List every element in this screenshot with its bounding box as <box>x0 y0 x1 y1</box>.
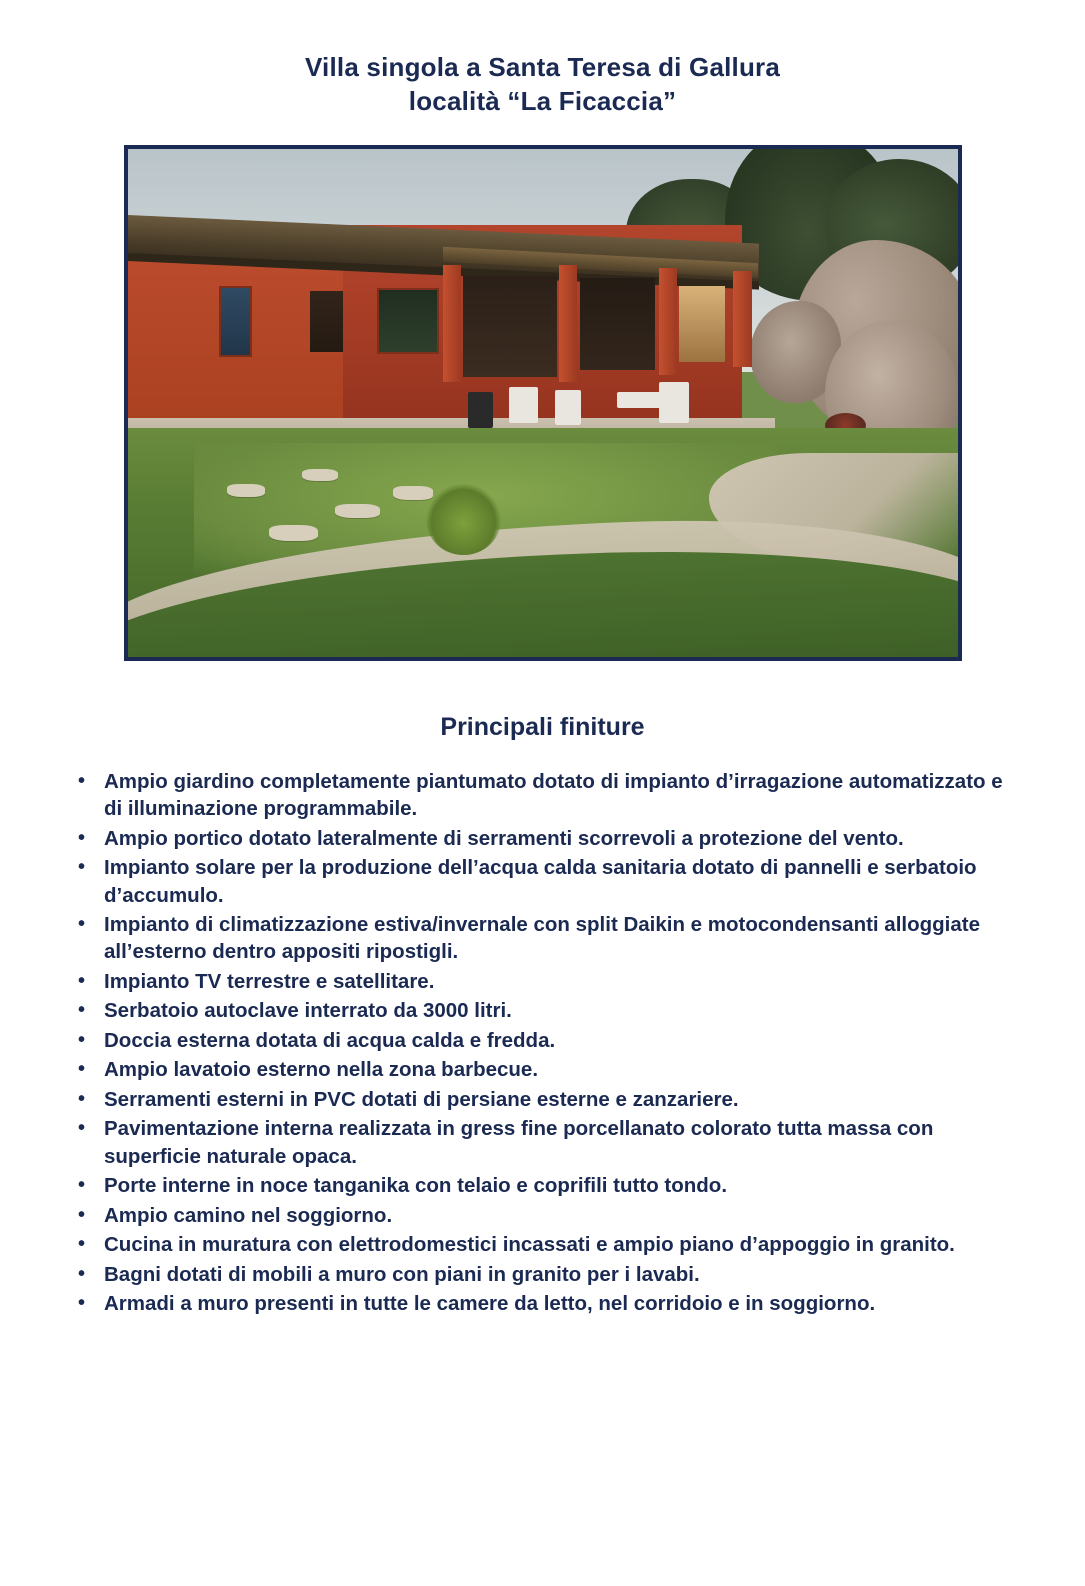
villa-photo-image <box>128 149 958 657</box>
stepping-stone <box>335 504 380 518</box>
list-item <box>62 768 1023 823</box>
bullet-icon: • <box>78 1058 86 1081</box>
bullet-icon: • <box>78 1262 86 1285</box>
palm-plant <box>426 484 501 555</box>
bullet-icon: • <box>78 1174 86 1197</box>
portico-column <box>559 265 577 382</box>
entrance-door <box>679 286 725 362</box>
document-page <box>0 50 1085 1586</box>
list-item-text: Ampio giardino completamente piantumato dotato di impianto d’irragazione automatizzato e di illuminazione programmabile. <box>104 769 1003 821</box>
list-item <box>62 1261 1023 1288</box>
list-item <box>62 1202 1023 1229</box>
list-item <box>62 1056 1023 1083</box>
bullet-icon: • <box>78 999 86 1022</box>
window <box>310 291 343 352</box>
list-item-text: Pavimentazione interna realizzata in gress fine porcellanato colorato tutta massa con superficie naturale opaca. <box>104 1117 934 1168</box>
list-item <box>62 1172 1023 1199</box>
portico-shade <box>463 276 558 378</box>
portico-shade <box>580 278 655 369</box>
list-item-text: Doccia esterna dotata di acqua calda e fredda. <box>104 1028 556 1052</box>
list-item <box>62 1290 1023 1317</box>
title-line-2: località “La Ficaccia” <box>408 86 677 117</box>
list-item-text: Ampio portico dotato lateralmente di serramenti scorrevoli a protezione del vento. <box>104 826 904 850</box>
list-item-text: Impianto TV terrestre e satellitare. <box>104 969 435 993</box>
bullet-icon: • <box>78 1203 86 1226</box>
list-item-text: Impianto solare per la produzione dell’acqua calda sanitaria dotato di pannelli e serbatoio d’accumulo. <box>104 856 977 907</box>
bullet-icon: • <box>78 969 86 992</box>
list-item-text: Cucina in muratura con elettrodomestici incassati e ampio piano d’appoggio in granito. <box>104 1233 955 1257</box>
title-line-1: Villa singola a Santa Teresa di Gallura <box>304 52 781 82</box>
list-item-text: Impianto di climatizzazione estiva/invernale con split Daikin e motocondensanti alloggiate all’esterno dentro appositi ripostigli. <box>104 912 980 964</box>
list-item-text: Armadi a muro presenti in tutte le camere da letto, nel corridoio e in soggiorno. <box>104 1292 876 1316</box>
list-item <box>62 825 1023 852</box>
list-item-text: Serramenti esterni in PVC dotati di persiane esterne e zanzariere. <box>104 1087 739 1111</box>
bullet-icon: • <box>78 912 86 935</box>
bullet-icon: • <box>78 769 86 792</box>
bullet-icon: • <box>78 826 86 849</box>
portico-column <box>659 268 677 375</box>
list-item-text: Ampio lavatoio esterno nella zona barbecue. <box>104 1058 539 1082</box>
features-list <box>62 768 1023 1318</box>
portico-column <box>443 265 461 382</box>
document-title <box>0 50 1085 119</box>
bullet-icon: • <box>78 856 86 879</box>
list-item <box>62 1086 1023 1113</box>
window <box>377 288 439 354</box>
bullet-icon: • <box>78 1233 86 1256</box>
bullet-icon: • <box>78 1117 86 1140</box>
garden-chair <box>468 392 493 428</box>
stepping-stone <box>393 486 433 499</box>
list-item <box>62 1231 1023 1258</box>
garden-table <box>617 392 667 407</box>
stepping-stone <box>269 525 319 541</box>
list-item <box>62 1027 1023 1054</box>
garden-chair <box>555 390 582 426</box>
list-item <box>62 968 1023 995</box>
list-item <box>62 911 1023 966</box>
villa-photo <box>124 145 962 661</box>
stepping-stone <box>302 469 339 481</box>
bullet-icon: • <box>78 1028 86 1051</box>
section-title: Principali finiture <box>440 712 645 741</box>
bullet-icon: • <box>78 1292 86 1315</box>
window <box>219 286 252 357</box>
bullet-icon: • <box>78 1087 86 1110</box>
garden-chair <box>509 387 537 423</box>
portico-column <box>733 271 751 368</box>
list-item-text: Bagni dotati di mobili a muro con piani in granito per i lavabi. <box>104 1262 700 1286</box>
list-item-text: Serbatoio autoclave interrato da 3000 litri. <box>104 999 512 1023</box>
list-item-text: Porte interne in noce tanganika con telaio e coprifili tutto tondo. <box>104 1174 728 1198</box>
list-item <box>62 997 1023 1024</box>
list-item-text: Ampio camino nel soggiorno. <box>104 1203 393 1227</box>
stepping-stone <box>227 484 265 497</box>
list-item <box>62 854 1023 909</box>
list-item <box>62 1115 1023 1170</box>
